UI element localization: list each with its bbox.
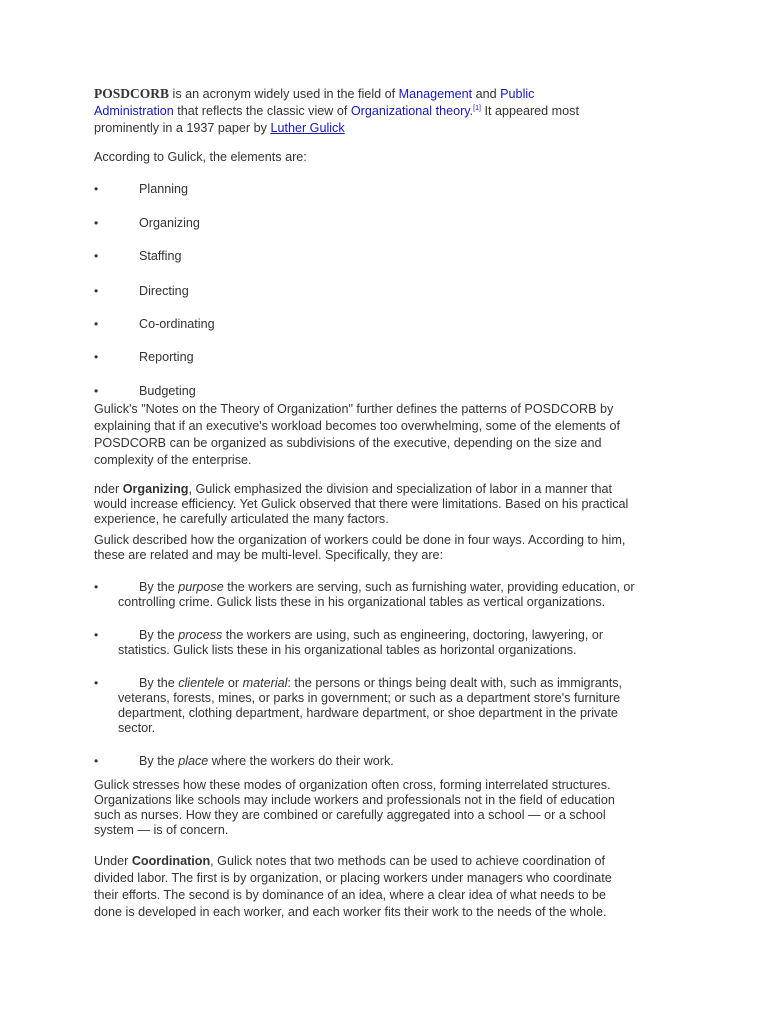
cross-paragraph: Gulick stresses how these modes of organization often cross, forming interrelated structures. Organizations like schools may include workers and professionals not in the field of education such as nurses. How they are combined or carefully aggregated into a school — or a school system — is of concern. — [94, 778, 615, 837]
luther-gulick-link[interactable]: Luther Gulick — [270, 121, 345, 135]
bullet-icon: • — [94, 216, 99, 230]
list-item: • By the place where the workers do their work. — [94, 754, 394, 768]
intro-line-3: prominently in a 1937 paper by Luther Gulick — [94, 121, 345, 135]
posdcorb-term: POSDCORB — [94, 86, 170, 101]
intro-line-2: Administration that reflects the classic view of Organizational theory.[1] It appeared most — [94, 104, 579, 118]
notes-paragraph: Gulick's "Notes on the Theory of Organization" further defines the patterns of POSDCORB by explaining that if an executive's workload becomes too overwhelming, some of the elements of POSDCORB can be organized as subdivisions of the executive, depending on the size and complexity of the enterprise. — [94, 402, 621, 467]
bullet-icon: • — [94, 182, 99, 196]
list-item: • By the clientele or material: the persons or things being dealt with, such as immigrants, veterans, forests, mines, or parks in government; or such as a department store's furniture department, clothing department, hardware department, or shoe department in the private sector. — [94, 676, 623, 735]
bullet-icon: • — [94, 580, 99, 594]
bullet-icon: • — [94, 249, 99, 263]
organizing-paragraph: nder Organizing, Gulick emphasized the division and specialization of labor in a manner that would increase efficiency. Yet Gulick observed that there were limitations. Based on his practical experience, he carefully articulated the many factors. — [94, 482, 629, 526]
management-link[interactable]: Management — [398, 87, 473, 101]
bullet-icon: • — [94, 754, 99, 768]
elements-intro: According to Gulick, the elements are: — [94, 150, 307, 164]
reference-1-link[interactable]: [1] — [473, 104, 481, 112]
bullet-icon: • — [94, 384, 99, 398]
bullet-icon: • — [94, 284, 99, 298]
four-ways-paragraph: Gulick described how the organization of workers could be done in four ways. According to him, these are related and may be multi-level. Specifically, they are: — [94, 533, 626, 562]
bullet-icon: • — [94, 350, 99, 364]
intro-line-1: POSDCORB is an acronym widely used in the field of Management and Public — [94, 86, 535, 101]
coordination-paragraph: Under Coordination, Gulick notes that two methods can be used to achieve coordination of divided labor. The first is by organization, or placing workers under managers who coordinate their efforts. The second is by dominance of an idea, where a clear idea of what needs to be done is developed in each worker, and each worker fits their work to the needs of the whole. — [94, 854, 612, 919]
administration-link[interactable]: Administration — [94, 104, 174, 118]
bullet-icon: • — [94, 317, 99, 331]
bullet-icon: • — [94, 676, 99, 690]
list-item: • By the process the workers are using, such as engineering, doctoring, lawyering, or statistics. Gulick lists these in his organizational tables as horizontal organizations. — [94, 628, 604, 657]
bullet-icon: • — [94, 628, 99, 642]
organizational-theory-link[interactable]: Organizational theory — [350, 104, 470, 118]
list-item: • By the purpose the workers are serving, such as furnishing water, providing education, or controlling crime. Gulick lists these in his organizational tables as vertical organizations. — [94, 580, 635, 609]
public-administration-link[interactable]: Public — [500, 87, 535, 101]
